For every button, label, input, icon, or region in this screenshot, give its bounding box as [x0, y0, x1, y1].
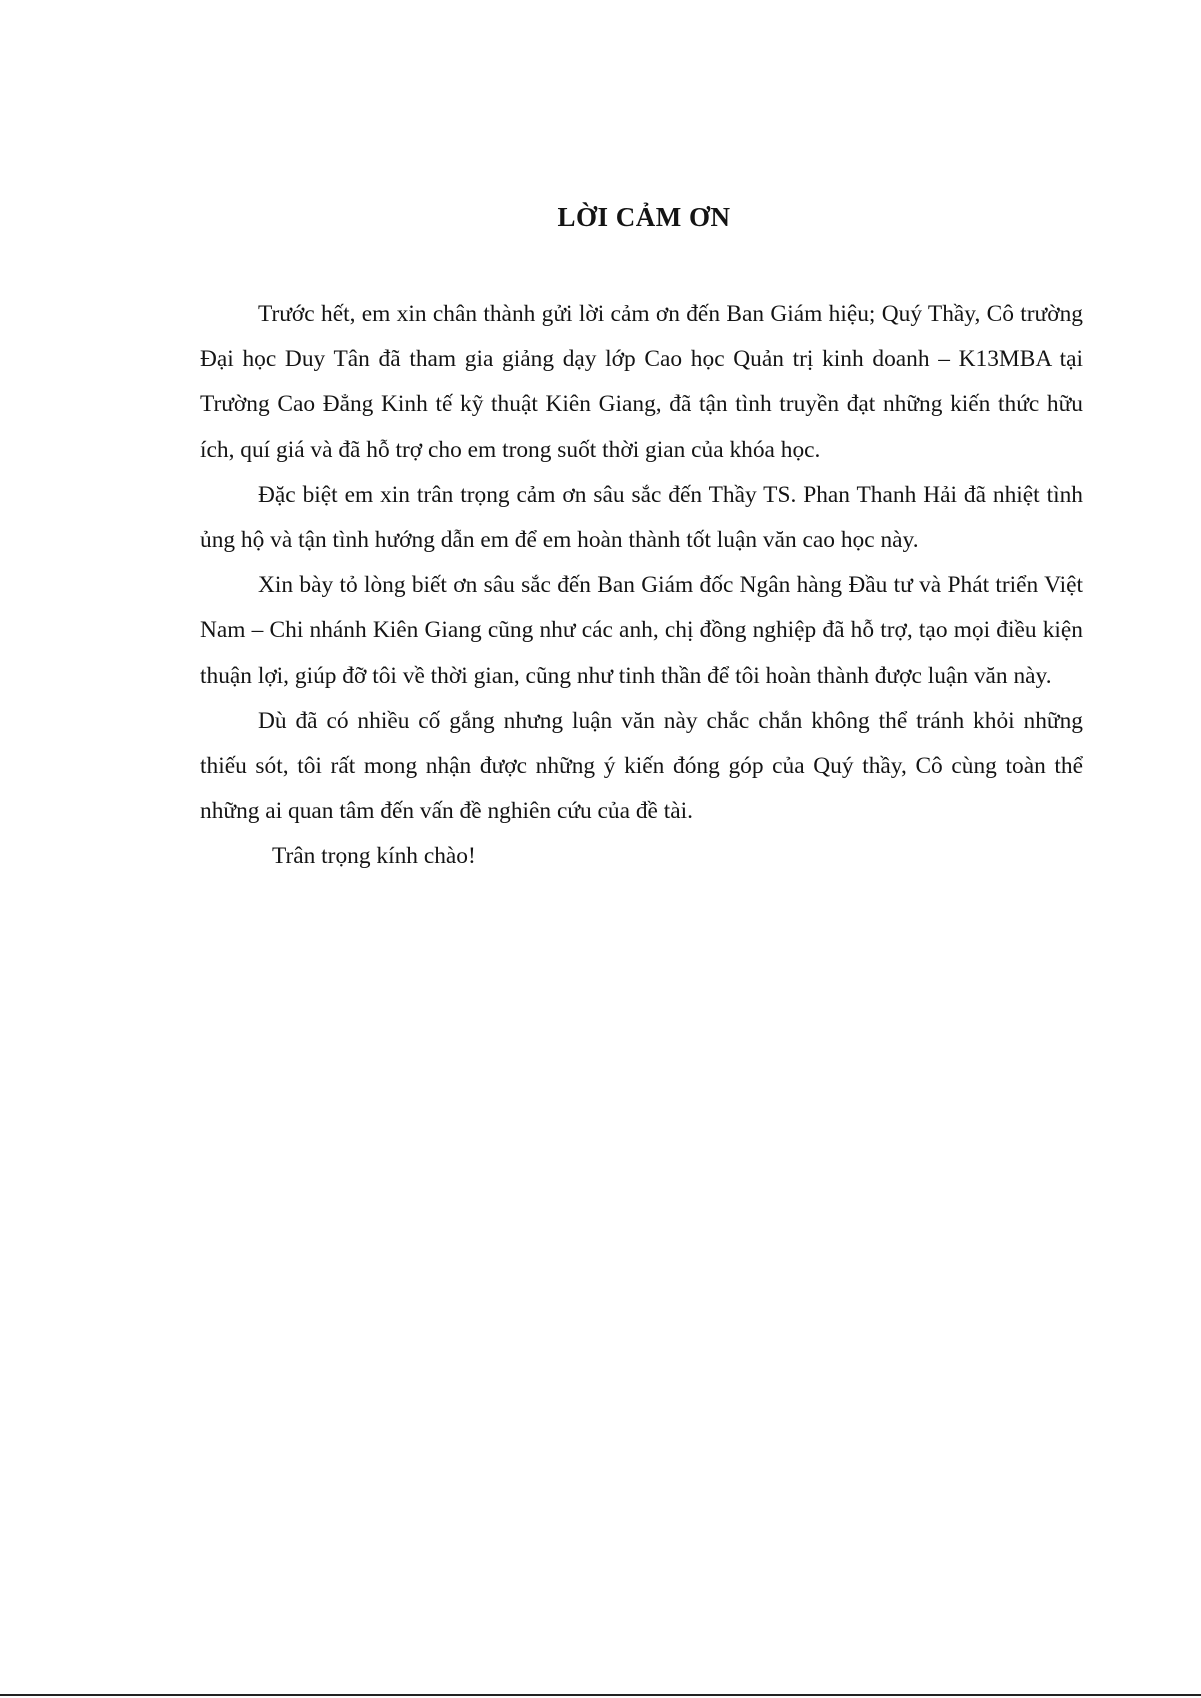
paragraph: Đặc biệt em xin trân trọng cảm ơn sâu sắc đến Thầy TS. Phan Thanh Hải đã nhiệt tình ủng hộ và tận tình hướng dẫn em để em hoàn thành tốt luận văn cao học này. — [200, 481, 1083, 554]
paragraph: Dù đã có nhiều cố gắng nhưng luận văn này chắc chắn không thể tránh khỏi những thiếu sót, tôi rất mong nhận được những ý kiến đóng góp của Quý thầy, Cô cùng toàn thể những ai quan tâm đến vấn đề nghiên cứu của đề tài. — [200, 707, 1083, 825]
document-body — [200, 292, 1083, 880]
paragraph: Xin bày tỏ lòng biết ơn sâu sắc đến Ban Giám đốc Ngân hàng Đầu tư và Phát triển Việt Nam – Chi nhánh Kiên Giang cũng như các anh, chị đồng nghiệp đã hỗ trợ, tạo mọi điều kiện thuận lợi, giúp đỡ tôi về thời gian, cũng như tinh thần để tôi hoàn thành được luận văn này. — [200, 572, 1083, 689]
paragraph: Trước hết, em xin chân thành gửi lời cảm ơn đến Ban Giám hiệu; Quý Thầy, Cô trường Đại học Duy Tân đã tham gia giảng dạy lớp Cao học Quản trị kinh doanh – K13MBA tại Trường Cao Đẳng Kinh tế kỹ thuật Kiên Giang, đã tận tình truyền đạt những kiến thức hữu ích, quí giá và đã hỗ trợ cho em trong suốt thời gian của khóa học. — [200, 301, 1083, 463]
page-bottom-border — [0, 1694, 1201, 1696]
page-title: LỜI CẢM ƠN — [557, 202, 731, 232]
closing-line: Trân trọng kính chào! — [272, 843, 476, 870]
